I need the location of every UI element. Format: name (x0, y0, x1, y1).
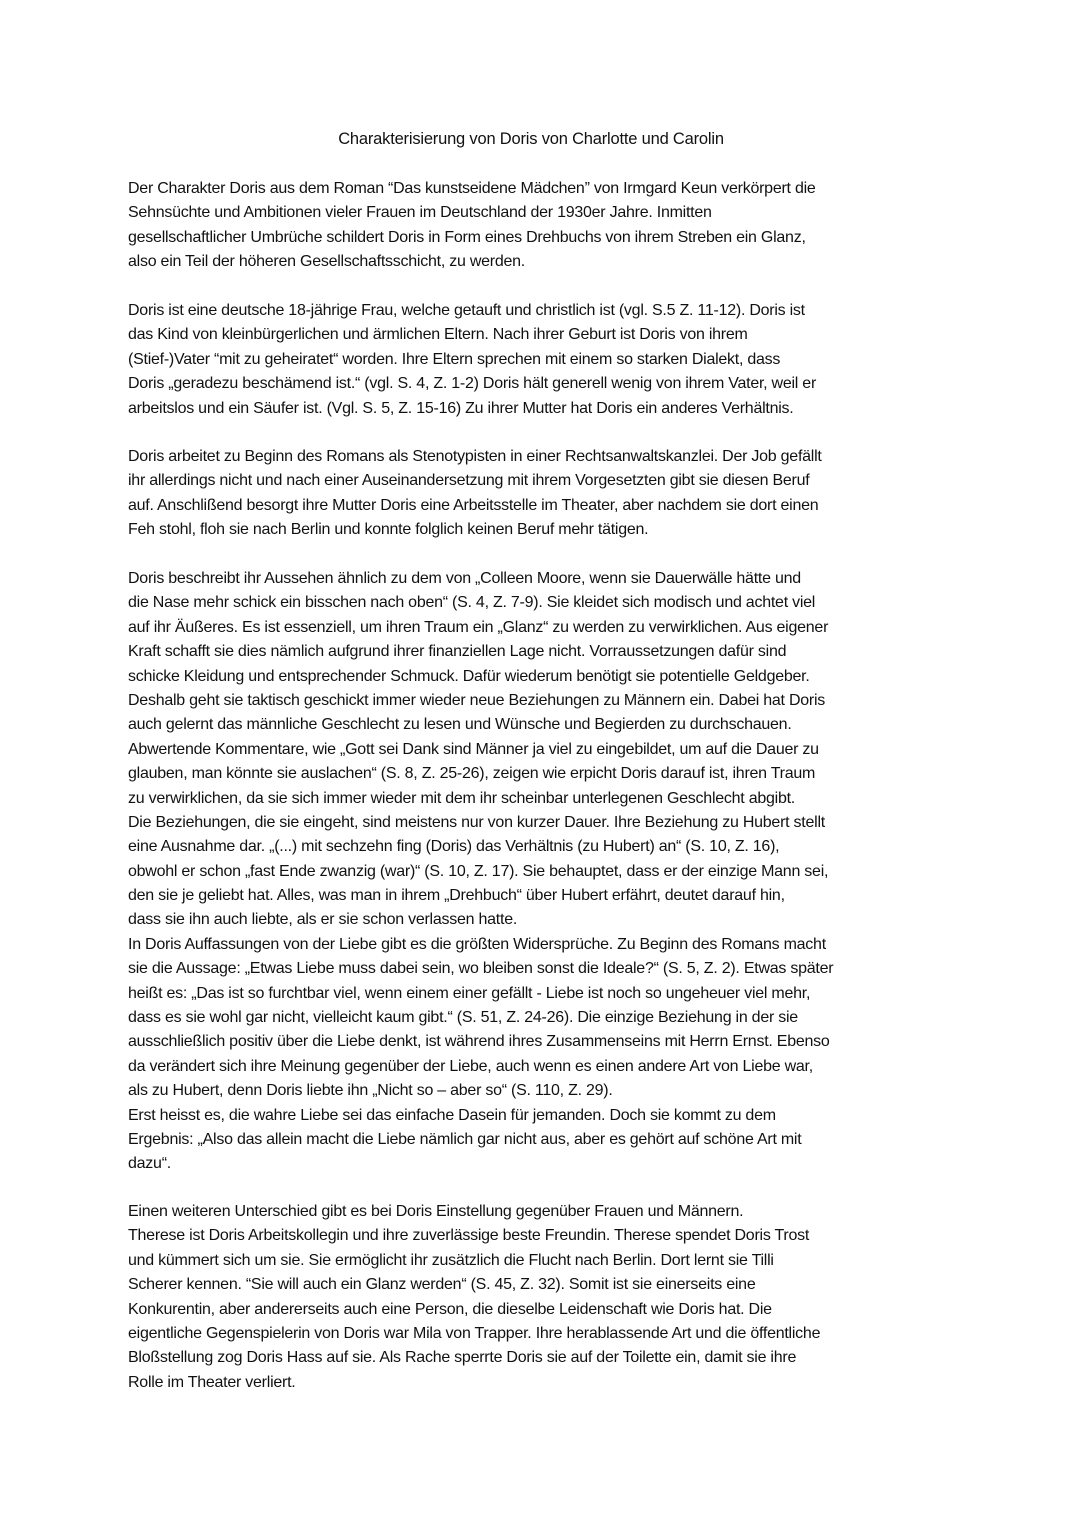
text-line: gesellschaftlicher Umbrüche schildert Doris in Form eines Drehbuchs von ihrem Streben ein Glanz, (128, 228, 806, 246)
text-line: zu verwirklichen, da sie sich immer wieder mit dem ihr scheinbar unterlegenen Geschlecht abgibt. (128, 789, 795, 807)
text-line: auf. Anschlißend besorgt ihre Mutter Doris eine Arbeitsstelle im Theater, aber nachdem sie dort einen (128, 496, 819, 514)
text-line: die Nase mehr schick ein bisschen nach oben“ (S. 4, Z. 7-9). Sie kleidet sich modisch und achtet viel (128, 594, 816, 612)
text-line: eine Ausnahme dar. „(...) mit sechzehn fing (Doris) das Verhältnis (zu Hubert) an“ (S. 10, Z. 16), (128, 838, 780, 856)
text-line: Konkurentin, aber andererseits auch eine Person, die dieselbe Leidenschaft wie Doris hat. Die (128, 1300, 772, 1318)
text-line: Doris „geradezu beschämend ist.“ (vgl. S. 4, Z. 1-2) Doris hält generell wenig von ihrem Vater, weil er (128, 375, 817, 393)
text-line: auch gelernt das männliche Geschlecht zu lesen und Wünsche und Begierden zu durchschauen. (128, 716, 792, 734)
text-line: dazu“. (128, 1155, 171, 1173)
paragraph-work (128, 445, 958, 543)
text-line: Die Beziehungen, die sie eingeht, sind meistens nur von kurzer Dauer. Ihre Beziehung zu Hubert stellt (128, 813, 825, 831)
text-line: Der Charakter Doris aus dem Roman “Das kunstseidene Mädchen” von Irmgard Keun verkörpert die (128, 180, 816, 197)
text-line: den sie je geliebt hat. Alles, was man in ihrem „Drehbuch“ über Hubert erfährt, deutet darauf hin, (128, 887, 785, 905)
text-line: ihr allerdings nicht und nach einer Auseinandersetzung mit ihrem Vorgesetzten gibt sie diesen Beruf (128, 472, 810, 490)
text-line: Deshalb geht sie taktisch geschickt immer wieder neue Beziehungen zu Männern ein. Dabei hat Doris (128, 691, 826, 709)
text-line: und kümmert sich um sie. Sie ermöglicht ihr zusätzlich die Flucht nach Berlin. Dort lernt sie Tilli (128, 1251, 774, 1269)
text-line: glauben, man könnte sie auslachen“ (S. 8, Z. 25-26), zeigen wie erpicht Doris darauf ist, ihren Traum (128, 765, 816, 783)
text-line: auf ihr Äußeres. Es ist essenziell, um ihren Traum ein „Glanz“ zu werden zu verwirklichen. Aus eigener (128, 618, 829, 636)
paragraph-women-men (128, 1200, 958, 1395)
text-line: Abwertende Kommentare, wie „Gott sei Dank sind Männer ja viel zu eingebildet, um auf die Dauer zu (128, 740, 819, 758)
text-line: schicke Kleidung und entsprechender Schmuck. Dafür wiederum benötigt sie potentielle Geldgeber. (128, 667, 810, 685)
text-line: das Kind von kleinbürgerlichen und ärmlichen Eltern. Nach ihrer Geburt ist Doris von ihrem (128, 326, 748, 344)
text-line: eigentliche Gegenspielerin von Doris war Mila von Trapper. Ihre herablassende Art und die öffentliche (128, 1324, 821, 1342)
text-line: Doris beschreibt ihr Aussehen ähnlich zu dem von „Colleen Moore, wenn sie Dauerwälle hätte und (128, 570, 801, 587)
text-line: Kraft schafft sie dies nämlich aufgrund ihrer finanziellen Lage nicht. Vorraussetzungen dafür sind (128, 643, 787, 661)
text-line: also ein Teil der höheren Gesellschaftsschicht, zu werden. (128, 253, 525, 271)
text-line: Doris arbeitet zu Beginn des Romans als Stenotypisten in einer Rechtsanwaltskanzlei. Der Job gefällt (128, 448, 822, 465)
text-line: als zu Hubert, denn Doris liebte ihn „Nicht so – aber so“ (S. 110, Z. 29). (128, 1082, 613, 1100)
text-line: da verändert sich ihre Meinung gegenüber der Liebe, auch wenn es einen andere Art von Liebe war, (128, 1057, 813, 1075)
text-line: Sehnsüchte und Ambitionen vieler Frauen im Deutschland der 1930er Jahre. Inmitten (128, 204, 712, 222)
text-line: arbeitslos und ein Säufer ist. (Vgl. S. 5, Z. 15-16) Zu ihrer Mutter hat Doris ein anderes Verhältnis. (128, 399, 794, 417)
text-line: Scherer kennen. “Sie will auch ein Glanz werden“ (S. 45, Z. 32). Somit ist sie einerseits eine (128, 1276, 756, 1294)
text-line: Ergebnis: „Also das allein macht die Liebe nämlich gar nicht aus, aber es gehört auf schöne Art mit (128, 1130, 802, 1148)
paragraph-appearance-relationships (128, 567, 958, 1177)
text-line: Erst heisst es, die wahre Liebe sei das einfache Dasein für jemanden. Doch sie kommt zu dem (128, 1106, 776, 1124)
text-line: In Doris Auffassungen von der Liebe gibt es die größten Widersprüche. Zu Beginn des Romans macht (128, 935, 826, 953)
text-line: Bloßstellung zog Doris Hass auf sie. Als Rache sperrte Doris sie auf der Toilette ein, damit sie ihre (128, 1349, 797, 1367)
text-line: sie die Aussage: „Etwas Liebe muss dabei sein, wo bleiben sonst die Ideale?“ (S. 5, Z. 2). Etwas später (128, 960, 834, 978)
paragraph-background (128, 299, 958, 421)
paragraph-intro (128, 177, 958, 275)
text-line: dass es sie wohl gar nicht, vielleicht kaum gibt.“ (S. 51, Z. 24-26). Die einzige Beziehung in der sie (128, 1009, 798, 1027)
text-line: Therese ist Doris Arbeitskollegin und ihre zuverlässige beste Freundin. Therese spendet Doris Trost (128, 1227, 810, 1245)
text-line: ausschließlich positiv über die Liebe denkt, ist während ihres Zusammenseins mit Herrn Ernst. Ebenso (128, 1033, 830, 1051)
text-line: Rolle im Theater verliert. (128, 1373, 296, 1391)
text-line: obwohl er schon „fast Ende zwanzig (war)“ (S. 10, Z. 17). Sie behauptet, dass er der einzige Mann sei, (128, 862, 829, 880)
text-line: Einen weiteren Unterschied gibt es bei Doris Einstellung gegenüber Frauen und Männern. (128, 1203, 744, 1220)
document-title: Charakterisierung von Doris von Charlotte und Carolin (338, 130, 724, 148)
text-line: (Stief-)Vater “mit zu geheiratet“ worden. Ihre Eltern sprechen mit einem so starken Dialekt, dass (128, 350, 781, 368)
text-line: heißt es: „Das ist so furchtbar viel, wenn einem einer gefällt - Liebe ist noch so ungeheuer viel mehr, (128, 984, 811, 1002)
text-line: Feh stohl, floh sie nach Berlin und konnte folglich keinen Beruf mehr tätigen. (128, 521, 649, 539)
text-line: dass sie ihn auch liebte, als er sie schon verlassen hatte. (128, 911, 518, 929)
text-line: Doris ist eine deutsche 18-jährige Frau, welche getauft und christlich ist (vgl. S.5 Z. 11-12). Doris ist (128, 302, 805, 319)
